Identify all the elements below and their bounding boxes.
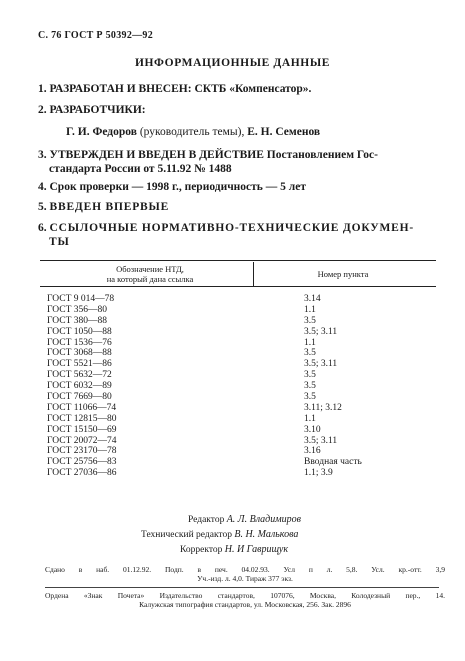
item-2-number: 2. <box>38 104 47 116</box>
item-3-text-line2: стандарта России от 5.11.92 № 1488 <box>49 163 232 175</box>
clause-number: 3.5 <box>304 370 316 381</box>
item-3-text: Постановлением Гос- <box>263 149 378 161</box>
imprint-line-2: Уч.-изд. л. 4,0. Тираж 377 экз. <box>197 574 293 583</box>
table-header-rule <box>40 286 436 287</box>
clause-number: 3.5 <box>304 381 316 392</box>
standard-designation: ГОСТ 380—88 <box>47 315 107 326</box>
clause-number: 1.1 <box>304 337 316 348</box>
clause-number: 3.10 <box>304 424 321 435</box>
table-top-rule <box>40 260 436 261</box>
standard-designation: ГОСТ 5521—86 <box>47 359 112 370</box>
standard-designation: ГОСТ 20072—74 <box>47 435 117 446</box>
table-header-designation-line2: на который дана ссылка <box>106 274 194 284</box>
item-1-heading: РАЗРАБОТАН И ВНЕСЕН: <box>49 83 192 95</box>
standard-designation: ГОСТ 1050—88 <box>47 326 112 337</box>
clause-number: 3.5; 3.11 <box>304 359 338 370</box>
standard-designation: ГОСТ 6032—89 <box>47 381 112 392</box>
item-5-heading: ВВЕДЕН ВПЕРВЫЕ <box>49 201 170 213</box>
item-1 <box>38 82 311 96</box>
table-header-designation-line1: Обозначение НТД, <box>116 264 184 274</box>
clause-number: 3.16 <box>304 446 321 457</box>
standard-designation: ГОСТ 9 014—78 <box>47 294 115 304</box>
tech-editor-label: Технический редактор <box>141 530 235 540</box>
editor-line <box>188 514 301 525</box>
imprint-rule <box>45 587 439 588</box>
table-header-divider <box>253 262 254 286</box>
clause-number: 3.5 <box>304 392 316 403</box>
item-3 <box>38 148 378 176</box>
item-1-text: СКТБ «Компенсатор». <box>191 83 312 95</box>
developers-line <box>66 126 320 138</box>
standard-designation: ГОСТ 5632—72 <box>47 370 112 381</box>
proofreader-name: Н. И Гаврищук <box>224 544 288 555</box>
standard-designation: ГОСТ 1536—76 <box>47 337 112 348</box>
item-5 <box>38 200 169 214</box>
clause-number: 3.5; 3.11 <box>304 326 338 337</box>
clause-number: 3.14 <box>304 294 321 304</box>
item-5-number: 5. <box>38 201 47 213</box>
standard-designation: ГОСТ 7669—80 <box>47 392 112 403</box>
clause-number: 1.1 <box>304 413 316 424</box>
section-title: ИНФОРМАЦИОННЫЕ ДАННЫЕ <box>134 57 331 69</box>
standard-designation: ГОСТ 15150—69 <box>47 424 117 435</box>
standard-designation: ГОСТ 12815—80 <box>47 413 117 424</box>
clause-number: 3.5 <box>304 348 316 359</box>
tech-editor-line <box>141 529 298 540</box>
standard-designation: ГОСТ 356—80 <box>47 304 107 315</box>
item-4-text: Срок проверки — 1998 г., периодичность — 5 лет <box>46 181 306 193</box>
clause-number: 3.5 <box>304 315 316 326</box>
item-6-heading-line2: ТЫ <box>49 236 70 248</box>
item-6-number: 6. <box>38 222 47 234</box>
printer-line: Калужская типография стандартов, ул. Московская, 256. Зак. 2896 <box>139 600 351 609</box>
developer-2: Е. Н. Семенов <box>247 126 321 138</box>
publisher-line: Ордена «Знак Почета» Издательство стандартов, 107076, Москва, Колодезный пер., 14. <box>45 591 445 600</box>
proofreader-label: Корректор <box>180 545 225 555</box>
item-1-number: 1. <box>38 83 47 95</box>
standard-designation: ГОСТ 3068—88 <box>47 348 112 359</box>
standard-designation: ГОСТ 11066—74 <box>47 402 117 413</box>
standard-designation: ГОСТ 23170—78 <box>47 446 117 457</box>
item-6 <box>38 221 414 249</box>
editor-label: Редактор <box>188 515 227 525</box>
item-6-heading: ССЫЛОЧНЫЕ НОРМАТИВНО-ТЕХНИЧЕСКИЕ ДОКУМЕН- <box>49 222 414 234</box>
running-header: С. 76 ГОСТ Р 50392—92 <box>38 30 154 41</box>
standard-designation: ГОСТ 25756—83 <box>47 457 117 468</box>
table-header-designation <box>60 264 240 284</box>
clause-number: 1.1; 3.9 <box>304 468 333 479</box>
developer-1: Г. И. Федоров <box>66 126 137 138</box>
clause-number: Вводная часть <box>304 457 362 468</box>
tech-editor-name: В. Н. Малькова <box>234 529 299 540</box>
table-header-clause: Номер пункта <box>317 269 369 279</box>
item-2 <box>38 103 146 117</box>
item-2-heading: РАЗРАБОТЧИКИ: <box>49 104 146 116</box>
item-4-number: 4. <box>38 181 47 193</box>
clause-number: 3.11; 3.12 <box>304 402 342 413</box>
clause-number: 3.5; 3.11 <box>304 435 338 446</box>
developer-1-role: (руководитель темы), <box>136 126 248 138</box>
item-4 <box>38 180 306 194</box>
proofreader-line <box>180 544 288 555</box>
imprint-line-1: Сдано в наб. 01.12.92. Подп. в печ. 04.02.93. Усл п л. 5,8. Усл. кр.-отт. 3,9 <box>45 565 445 574</box>
clause-number: 1.1 <box>304 304 316 315</box>
editor-name: А. Л. Владимиров <box>226 514 301 525</box>
item-3-heading: УТВЕРЖДЕН И ВВЕДЕН В ДЕЙСТВИЕ <box>49 149 264 161</box>
standard-designation: ГОСТ 27036—86 <box>47 468 117 479</box>
item-3-number: 3. <box>38 149 47 161</box>
